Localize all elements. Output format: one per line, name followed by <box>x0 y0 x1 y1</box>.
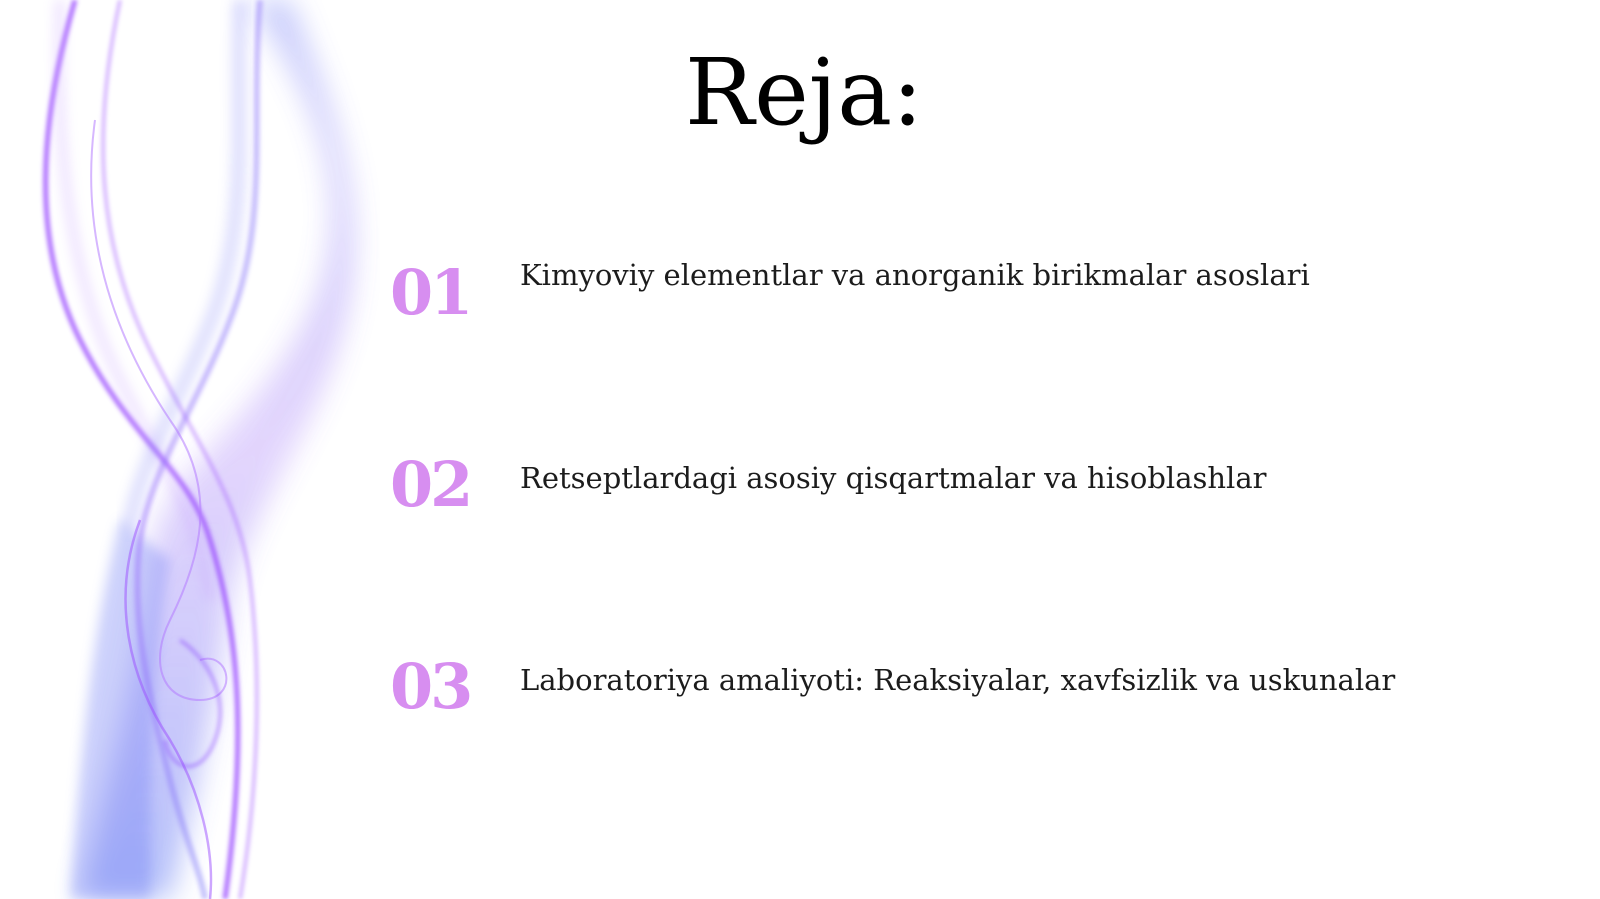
agenda-item-3 <box>390 642 1540 732</box>
slide-title-text: Reja: <box>684 39 924 146</box>
agenda-item-text: Retseptlardagi asosiy qisqartmalar va hisoblashlar <box>520 461 1267 495</box>
agenda-item-number: 02 <box>390 448 471 521</box>
slide-title <box>0 39 1600 146</box>
agenda-item-text: Kimyoviy elementlar va anorganik birikmalar asoslari <box>520 258 1310 292</box>
agenda-item-text: Laboratoriya amaliyoti: Reaksiyalar, xavfsizlik va uskunalar <box>520 663 1396 697</box>
agenda-item-2 <box>390 440 1540 530</box>
agenda-item-number: 03 <box>390 650 471 723</box>
agenda-item-number: 01 <box>390 256 471 329</box>
agenda-item-1 <box>390 248 1540 338</box>
